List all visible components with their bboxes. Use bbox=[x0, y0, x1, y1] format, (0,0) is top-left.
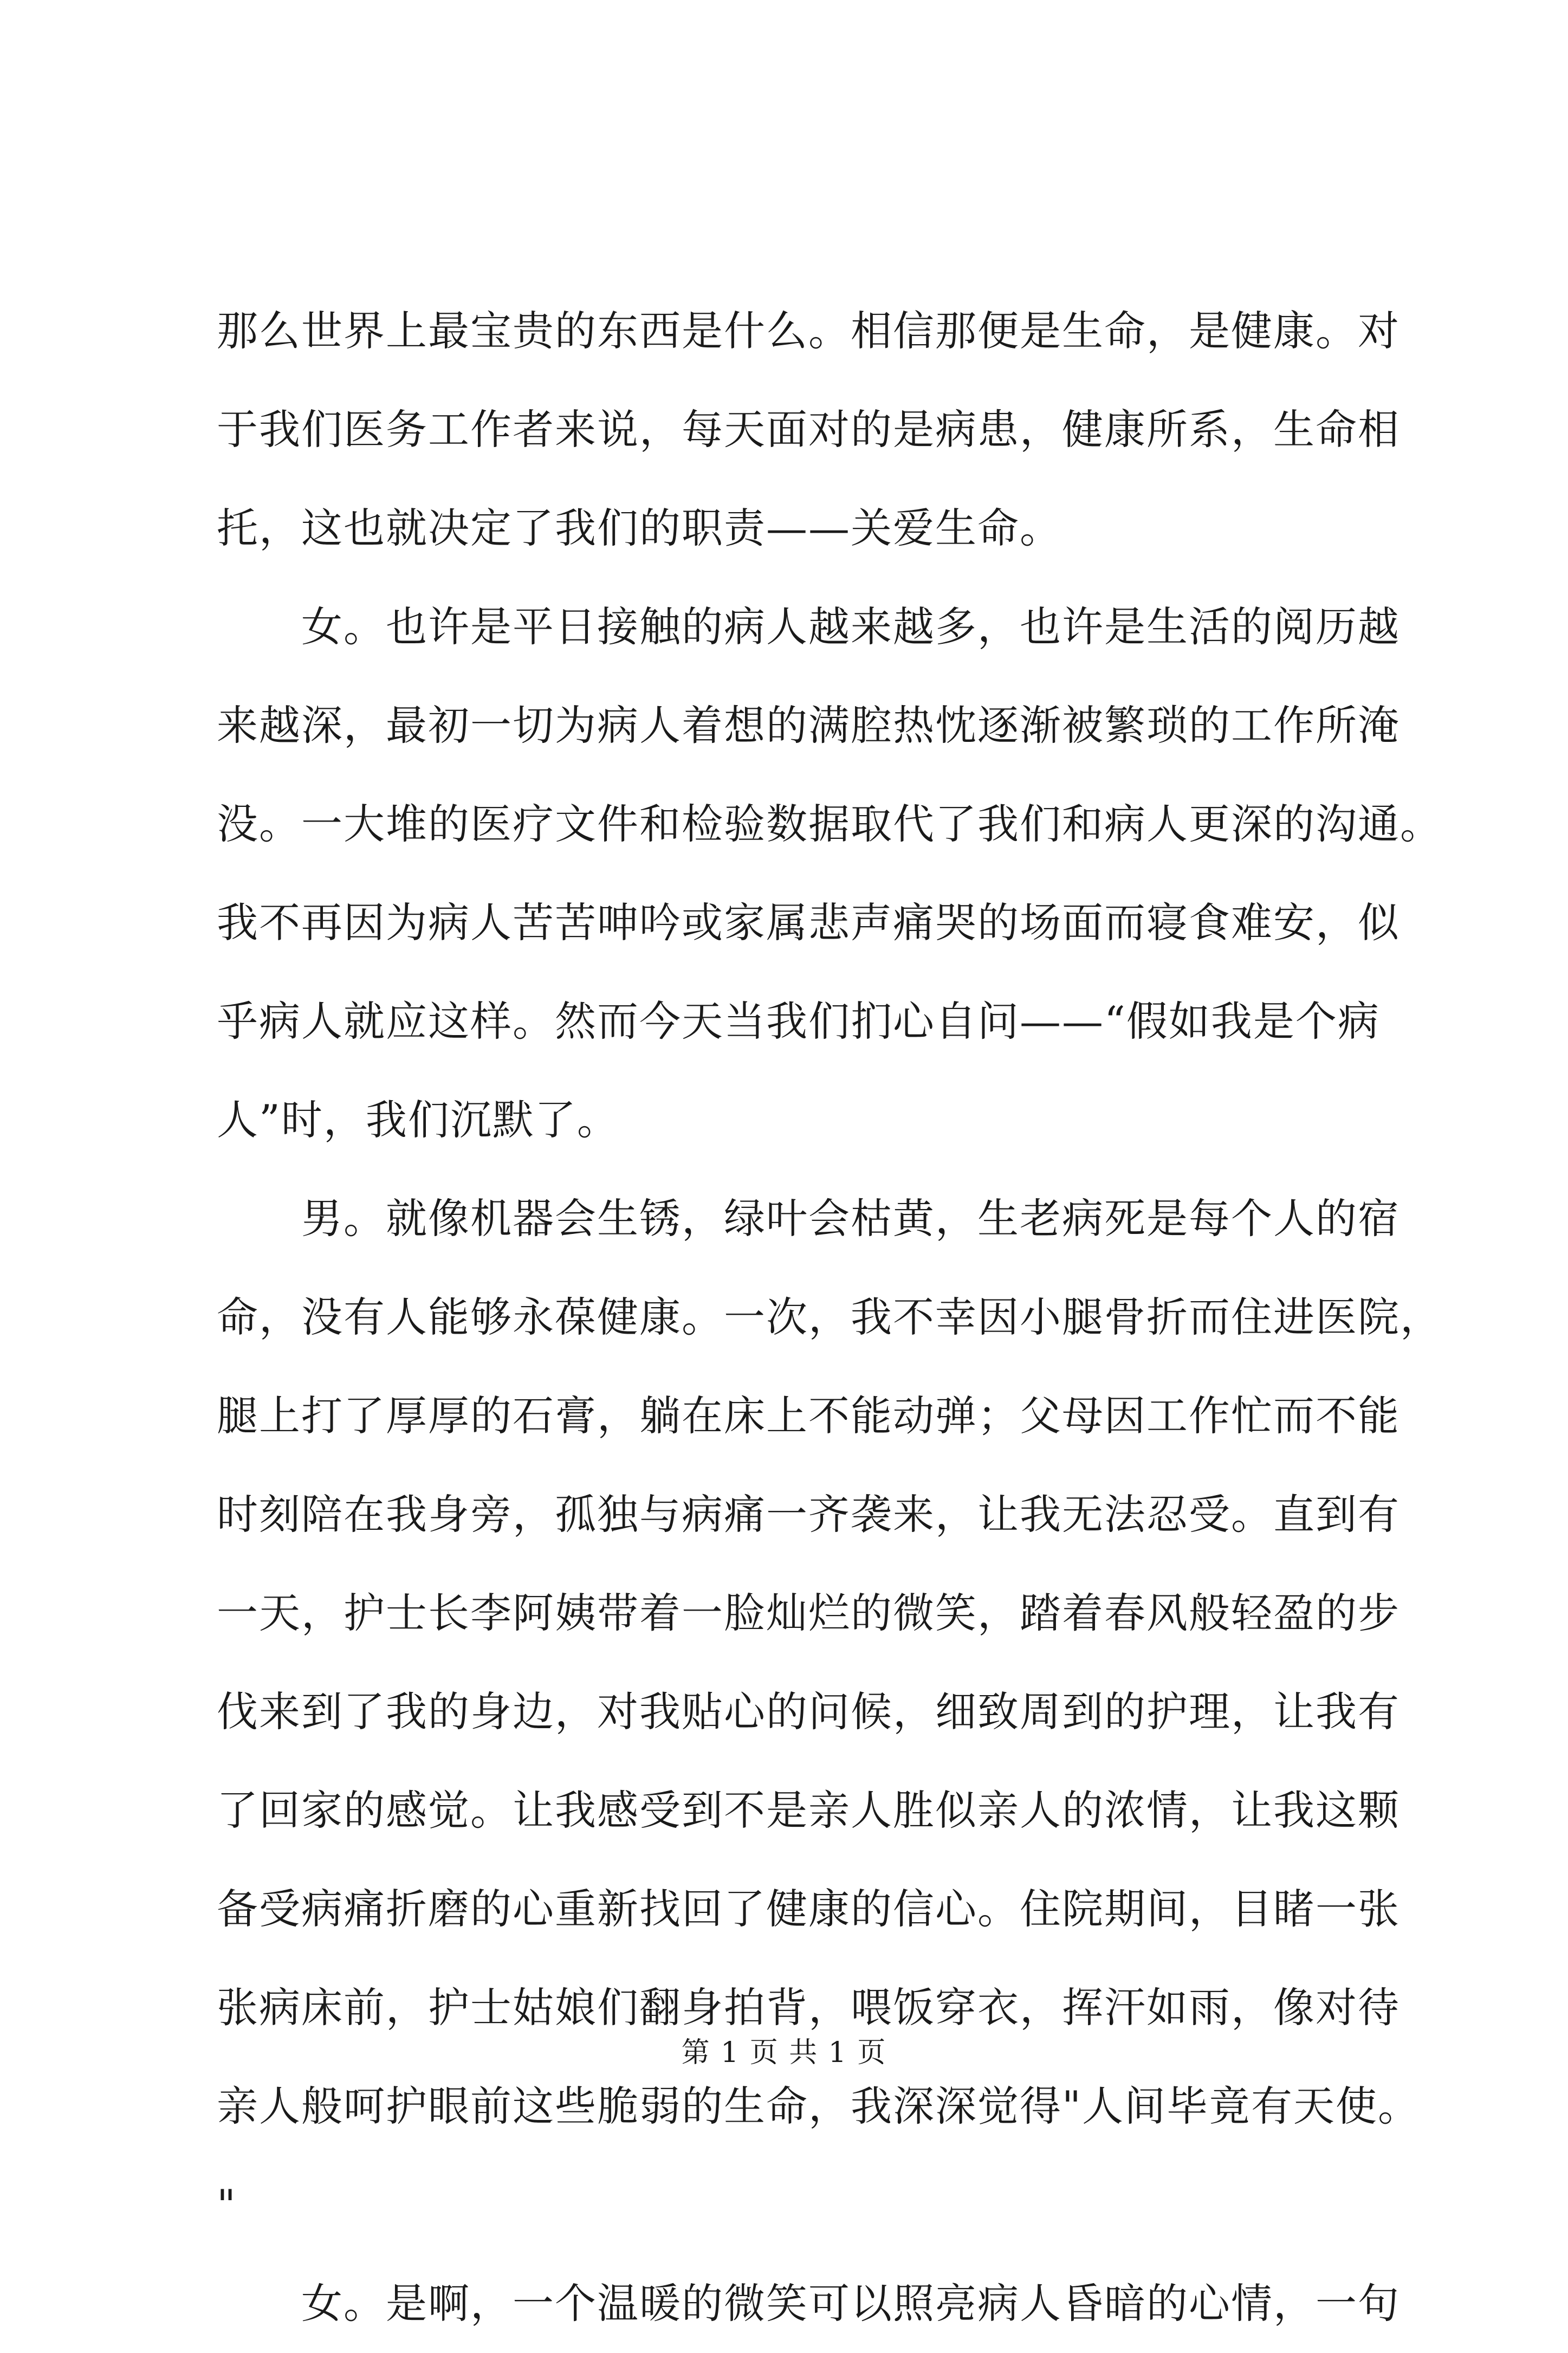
text-line: 女。是啊，一个温暖的微笑可以照亮病人昏暗的心情，一句 bbox=[217, 2279, 1400, 2328]
text-line: 时刻陪在我身旁，孤独与病痛一齐袭来，让我无法忍受。直到有 bbox=[217, 1490, 1400, 1538]
text-line: 没。一大堆的医疗文件和检验数据取代了我们和病人更深的沟通。 bbox=[217, 800, 1442, 848]
text-line: 来越深，最初一切为病人着想的满腔热忱逐渐被繁琐的工作所淹 bbox=[217, 701, 1400, 749]
text-line: 张病床前，护士姑娘们翻身拍背，喂饭穿衣，挥汗如雨，像对待 bbox=[217, 1983, 1400, 2032]
text-line: 我不再因为病人苦苦呻吟或家属悲声痛哭的场面而寝食难安，似 bbox=[217, 898, 1400, 947]
text-line: 托，这也就决定了我们的职责——关爱生命。 bbox=[217, 504, 1062, 552]
text-line: 乎病人就应这样。然而今天当我们扪心自问——“假如我是个病 bbox=[217, 997, 1380, 1045]
text-line: 男。就像机器会生锈，绿叶会枯黄，生老病死是每个人的宿 bbox=[217, 1194, 1400, 1243]
text-line: 腿上打了厚厚的石膏，躺在床上不能动弹；父母因工作忙而不能 bbox=[217, 1392, 1400, 1440]
text-line: 了回家的感觉。让我感受到不是亲人胜似亲人的浓情，让我这颗 bbox=[217, 1786, 1400, 1834]
text-line: 于我们医务工作者来说，每天面对的是病患，健康所系，生命相 bbox=[217, 405, 1400, 454]
text-line: 那么世界上最宝贵的东西是什么。相信那便是生命，是健康。对 bbox=[217, 307, 1400, 355]
text-line: 伐来到了我的身边，对我贴心的问候，细致周到的护理，让我有 bbox=[217, 1688, 1400, 1736]
text-line: 备受病痛折磨的心重新找回了健康的信心。住院期间，目睹一张 bbox=[217, 1885, 1400, 1933]
text-line: 亲人般呵护眼前这些脆弱的生命，我深深觉得"人间毕竟有天使。 bbox=[217, 2082, 1420, 2130]
text-line: 女。也许是平日接触的病人越来越多，也许是生活的阅历越 bbox=[217, 603, 1400, 651]
text-line: " bbox=[217, 2181, 237, 2229]
text-line: 人”时，我们沉默了。 bbox=[217, 1096, 619, 1144]
page-footer: 第 1 页 共 1 页 bbox=[681, 2037, 887, 2069]
text-line: 命，没有人能够永葆健康。一次，我不幸因小腿骨折而住进医院， bbox=[217, 1293, 1442, 1341]
text-line: 一天，护士长李阿姨带着一脸灿烂的微笑，踏着春风般轻盈的步 bbox=[217, 1589, 1400, 1637]
